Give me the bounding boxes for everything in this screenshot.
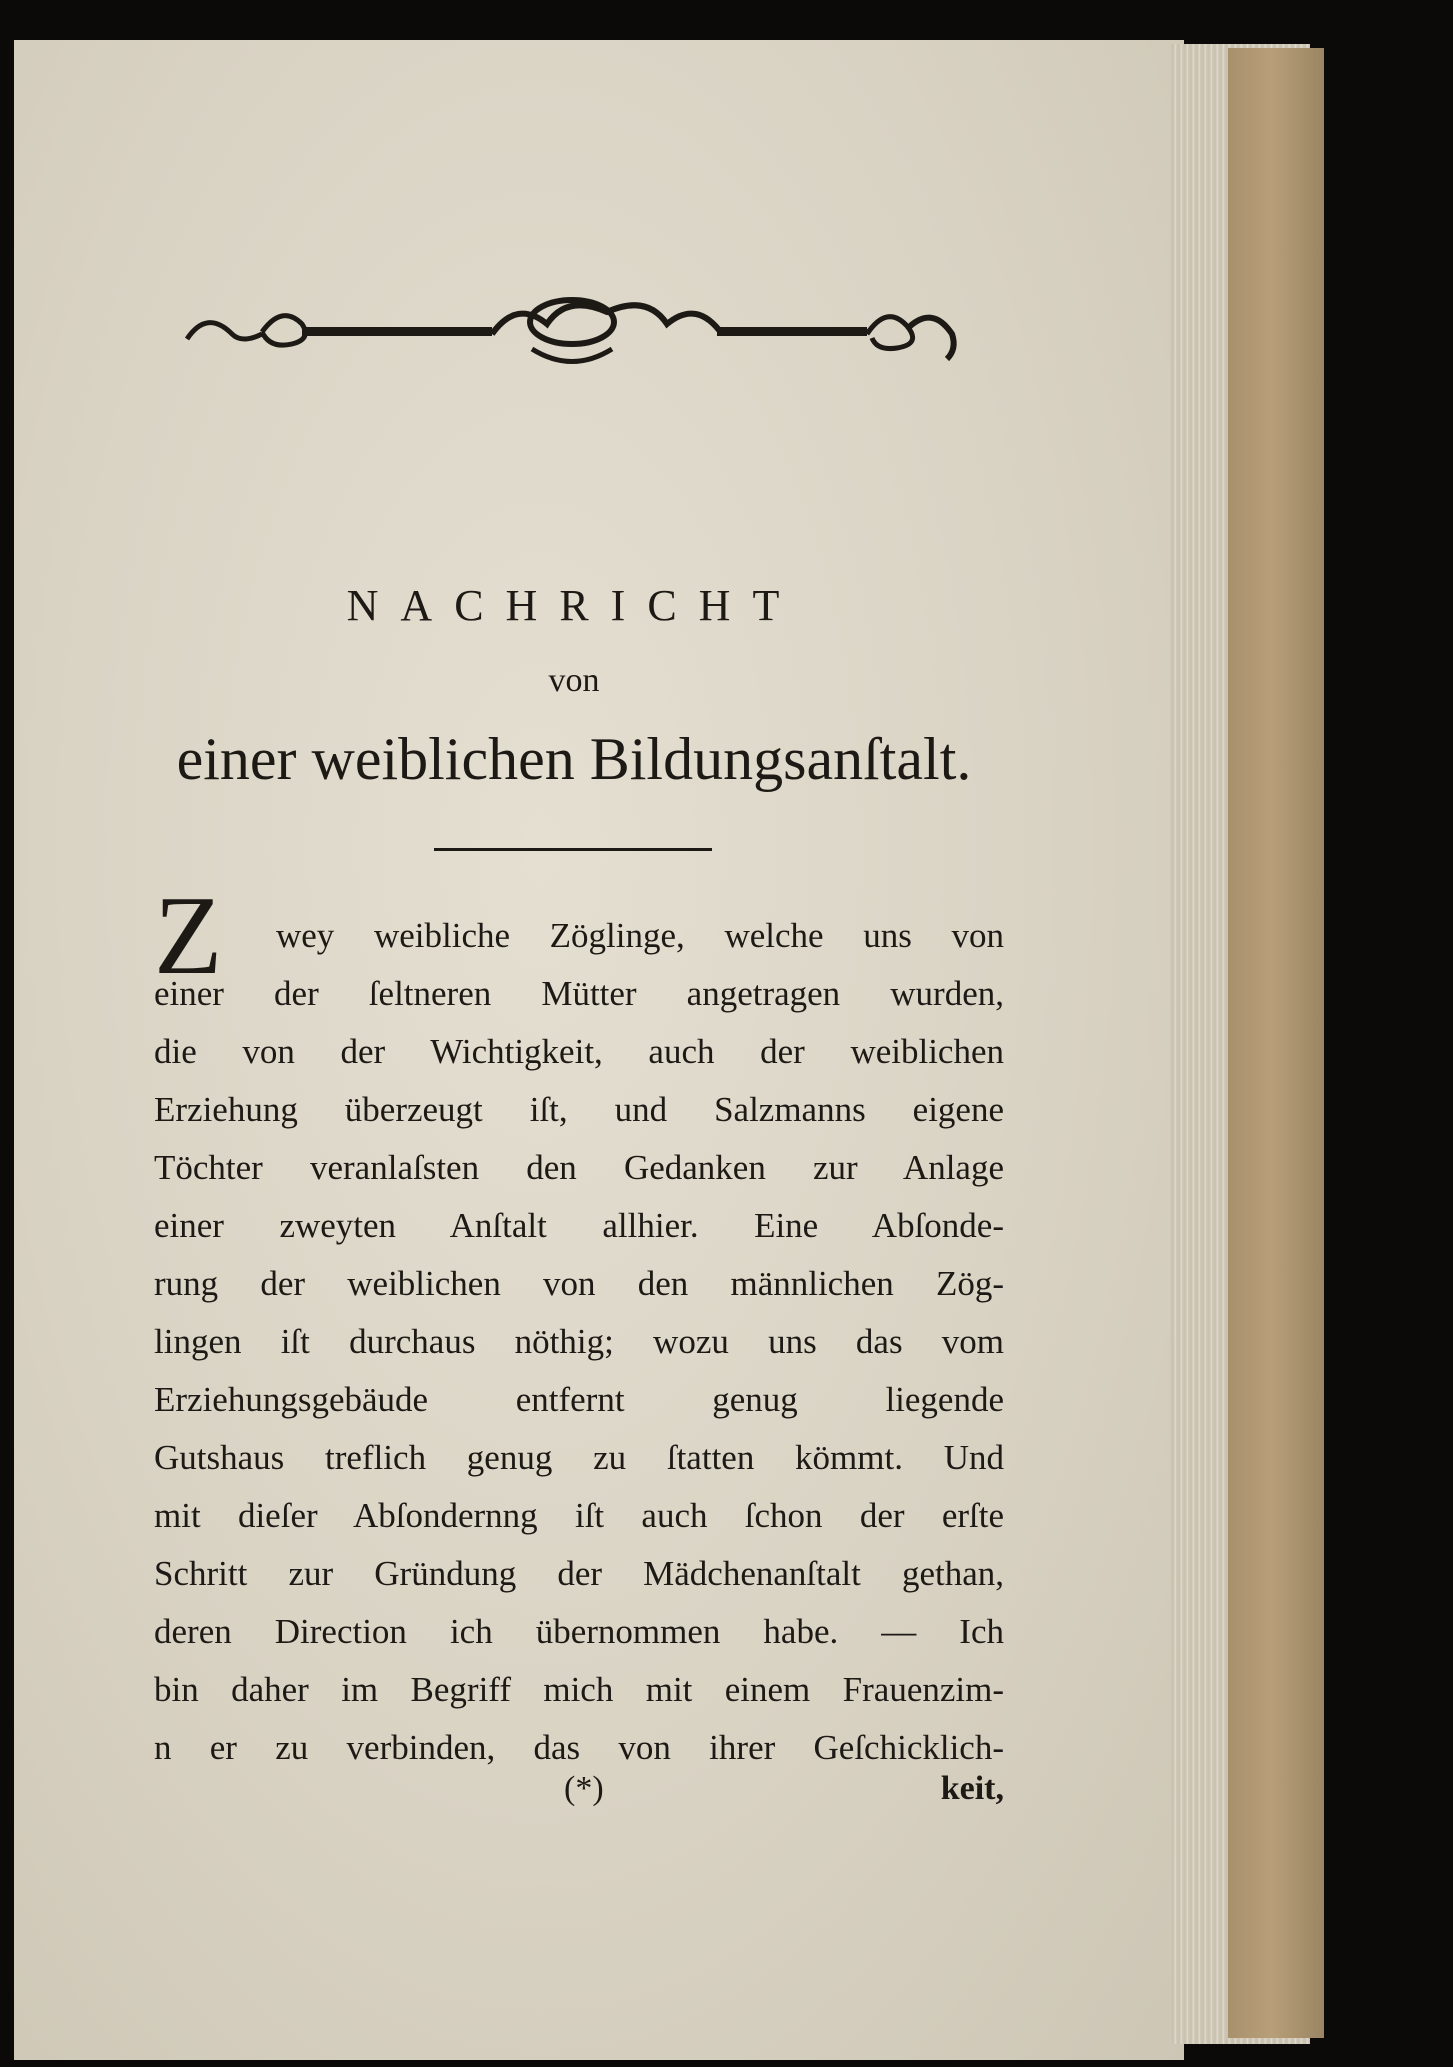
text-line: mit dieſer Abſondernng iſt auch ſchon der erſte (154, 1496, 1004, 1535)
text-line: einer zweyten Anſtalt allhier. Eine Abſonde- (154, 1206, 1004, 1245)
text-line: n er zu verbinden, das von ihrer Geſchicklich- (154, 1728, 1004, 1767)
drop-capital: Z (154, 874, 223, 998)
text-line: Töchter veranlaſsten den Gedanken zur Anlage (154, 1148, 1004, 1187)
section-divider (434, 848, 712, 851)
book-binding (1228, 48, 1324, 2038)
title-connector: von (548, 662, 600, 699)
page-title: NACHRICHT (346, 581, 802, 630)
text-line: lingen iſt durchaus nöthig; wozu uns das vom (154, 1322, 1004, 1361)
text-line: deren Direction ich übernommen habe. — Ich (154, 1612, 1004, 1651)
text-line: wey weibliche Zöglinge, welche uns von (276, 916, 1004, 955)
text-line: bin daher im Begriff mich mit einem Frauenzim- (154, 1670, 1004, 1709)
book-page (14, 40, 1184, 2060)
text-line: die von der Wichtigkeit, auch der weiblichen (154, 1032, 1004, 1071)
text-line: Gutshaus treflich genug zu ſtatten kömmt. Und (154, 1438, 1004, 1477)
text-line: Erziehung überzeugt iſt, und Salzmanns eigene (154, 1090, 1004, 1129)
text-line: einer der ſeltneren Mütter angetragen wurden, (154, 974, 1004, 1013)
page-subtitle: einer weiblichen Bildungsanſtalt. (176, 726, 972, 792)
ornamental-headpiece (177, 294, 967, 374)
text-line: rung der weiblichen von den männlichen Zög- (154, 1264, 1004, 1303)
signature-mark: (*) (564, 1770, 604, 1807)
text-line: Erziehungsgebäude entfernt genug liegende (154, 1380, 1004, 1419)
text-line: Schritt zur Gründung der Mädchenanſtalt gethan, (154, 1554, 1004, 1593)
catchword: keit, (940, 1770, 1004, 1807)
